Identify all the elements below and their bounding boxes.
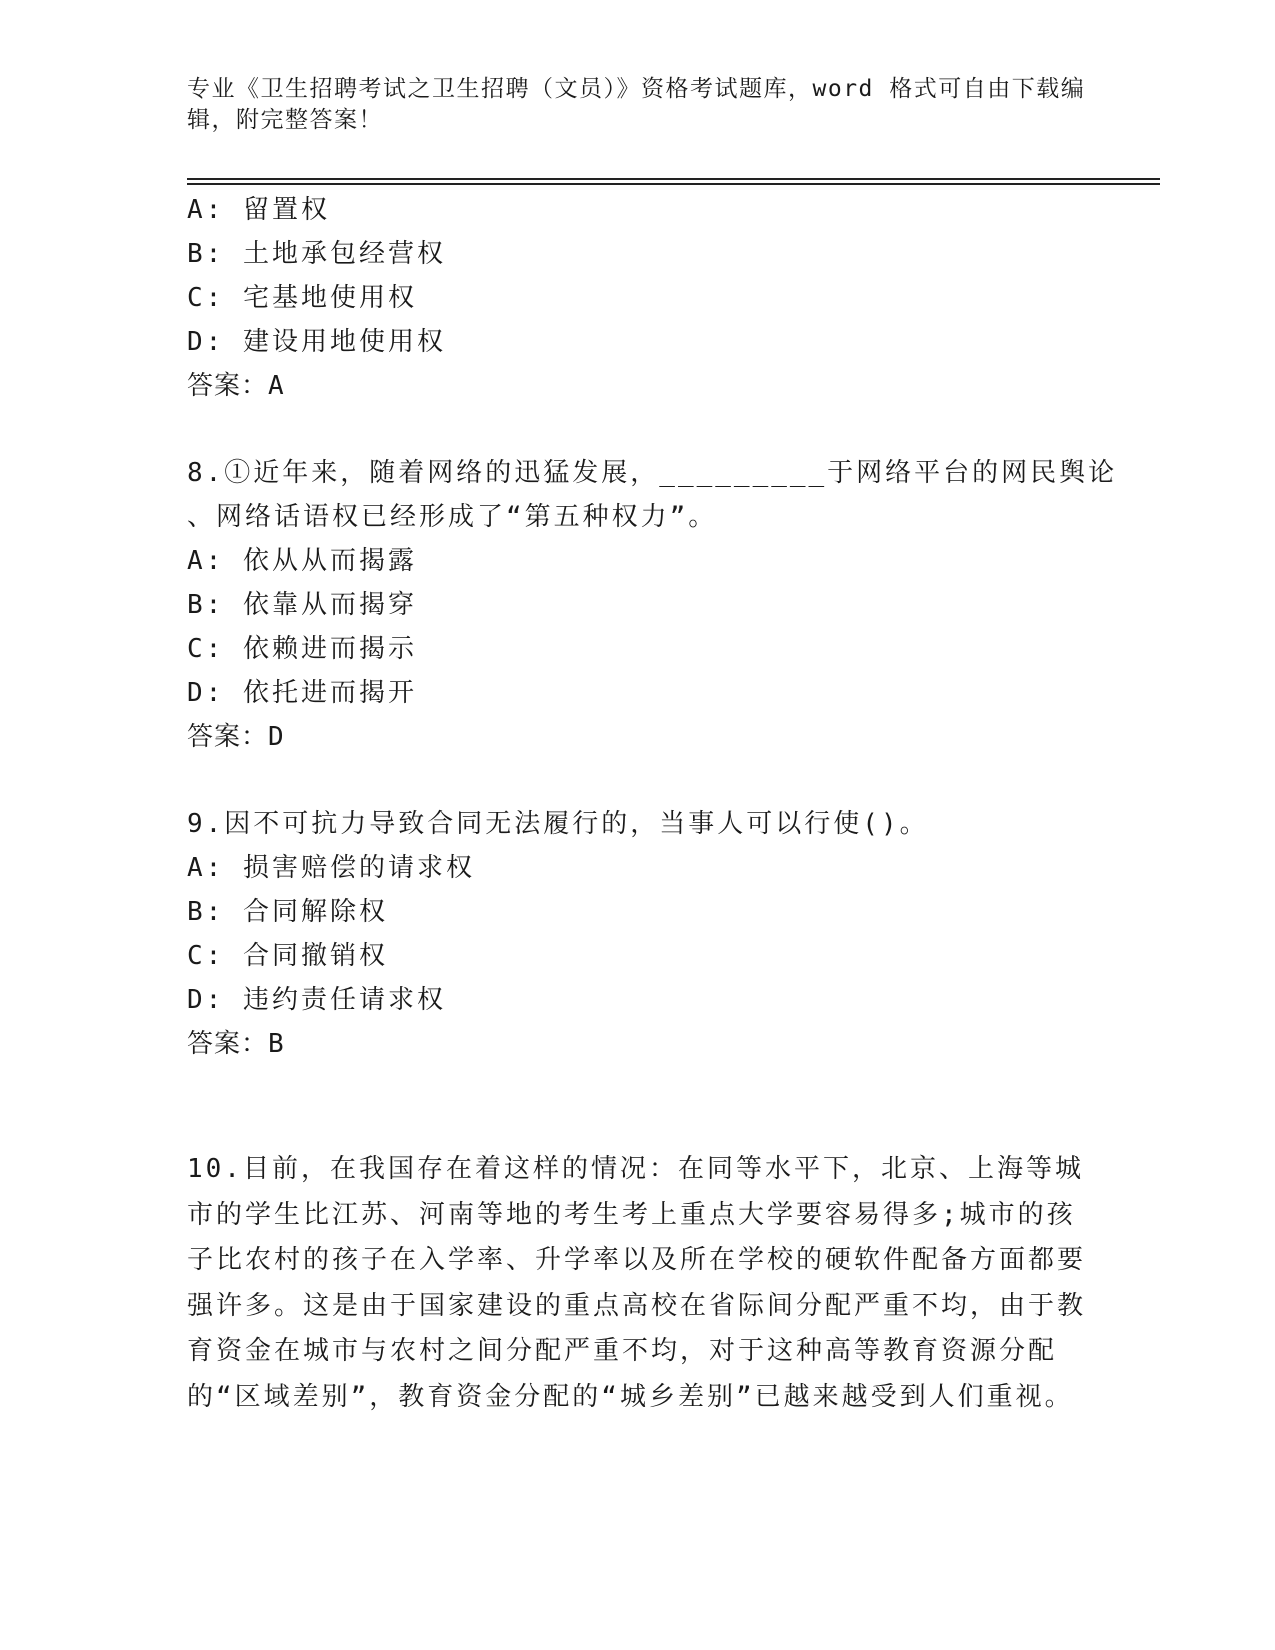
q9-option-d: D: 违约责任请求权 — [187, 985, 446, 1015]
header-divider-bottom — [187, 183, 1160, 185]
q9-option-a: A: 损害赔偿的请求权 — [187, 853, 475, 883]
q8-stem-line1: 8.①近年来，随着网络的迅猛发展，_________于网络平台的网民舆论 — [187, 458, 1118, 488]
q8-option-c: C: 依赖进而揭示 — [187, 634, 417, 664]
q9-option-c: C: 合同撤销权 — [187, 941, 388, 971]
q7-answer: 答案：A — [187, 371, 285, 401]
q7-option-a: A: 留置权 — [187, 195, 330, 225]
header-divider-top — [187, 178, 1160, 180]
q8-option-a: A: 依从从而揭露 — [187, 546, 417, 576]
q8-answer: 答案：D — [187, 722, 285, 752]
q8-option-d: D: 依托进而揭开 — [187, 678, 417, 708]
q8-stem-line2: 、网络话语权已经形成了“第五种权力”。 — [187, 502, 718, 532]
q8-option-b: B: 依靠从而揭穿 — [187, 590, 417, 620]
q7-option-d: D: 建设用地使用权 — [187, 327, 446, 357]
q9-answer: 答案：B — [187, 1029, 285, 1059]
q10-stem: 10.目前，在我国存在着这样的情况：在同等水平下，北京、上海等城市的学生比江苏、河南等地的考生考上重点大学要容易得多;城市的孩子比农村的孩子在入学率、升学率以及所在学校的硬软件配备方面都要强许多。这是由于国家建设的重点高校在省际间分配严重不均，由于教育资金在城市与农村之间分配严重不均，对于这种高等教育资源分配的“区域差别”，教育资金分配的“城乡差别”已越来越受到人们重视。 — [187, 1154, 1087, 1412]
q7-option-c: C: 宅基地使用权 — [187, 283, 417, 313]
q9-option-b: B: 合同解除权 — [187, 897, 388, 927]
document-header: 专业《卫生招聘考试之卫生招聘（文员）》资格考试题库，word 格式可自由下载编辑，附完整答案！ — [187, 76, 1086, 133]
q7-option-b: B: 土地承包经营权 — [187, 239, 446, 269]
q9-stem: 9.因不可抗力导致合同无法履行的，当事人可以行使()。 — [187, 809, 929, 839]
